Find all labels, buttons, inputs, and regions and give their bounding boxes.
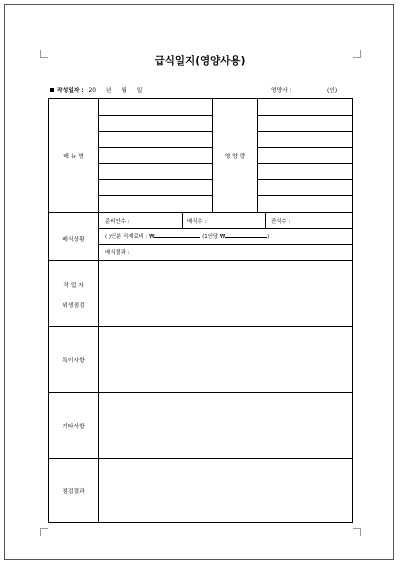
meal-log-table [48, 98, 353, 523]
per-person-label: (1인당 ₩ [202, 234, 226, 240]
meal-status-line [99, 244, 352, 245]
meal-status-divider [182, 213, 183, 228]
menu-line [99, 195, 212, 196]
crop-mark-bottom-left [40, 528, 48, 536]
food-cost-input[interactable] [154, 233, 200, 238]
per-person-suffix: ) [267, 234, 270, 240]
meal-result-field[interactable]: 배식결과 : [105, 250, 130, 256]
menu-line [99, 131, 212, 132]
food-cost-prefix: ( )인분 식재료비 : ₩ [105, 234, 155, 240]
nutrition-line [258, 115, 352, 116]
nutrition-line [258, 195, 352, 196]
meal-status-divider [265, 213, 266, 228]
date-text[interactable]: 20 년 월 일 [88, 88, 143, 94]
menu-line [99, 163, 212, 164]
dietitian-field [271, 85, 292, 94]
menu-label: 메 뉴 명 [63, 154, 84, 160]
special-notes-label: 특이사항 [62, 358, 85, 364]
per-person-input[interactable] [225, 233, 270, 240]
other-notes-label: 기타사항 [62, 424, 85, 430]
bullet-square-icon [50, 88, 54, 92]
check-result-label: 점검결과 [62, 489, 85, 495]
section-divider [49, 212, 352, 213]
menu-line [99, 115, 212, 116]
author-label: 작성일자 : [57, 88, 84, 94]
section-divider [49, 458, 352, 459]
nutrition-line [258, 131, 352, 132]
meal-status-line [99, 228, 352, 229]
menu-line [99, 179, 212, 180]
leftover-count-field[interactable]: 잔식수 : [271, 219, 291, 225]
nutrition-label: 영 양 량 [224, 154, 246, 160]
dietitian-label: 영양사 : [271, 88, 292, 94]
section-divider [49, 326, 352, 327]
food-cost-field[interactable] [105, 232, 269, 240]
nutrition-line [258, 147, 352, 148]
hygiene-label-line1: 작 업 자 [63, 283, 84, 289]
menu-line [99, 147, 212, 148]
crop-mark-bottom-right [353, 528, 361, 536]
section-divider [49, 392, 352, 393]
nutrition-line [258, 163, 352, 164]
seal-label: (인) [327, 88, 338, 94]
section-divider [49, 260, 352, 261]
meal-status-label: 배식상황 [62, 237, 85, 243]
nutrition-line [258, 179, 352, 180]
page-title: 급식일지(영양사용) [154, 55, 246, 67]
hygiene-label-line2: 위생점검 [62, 303, 85, 309]
served-count-field[interactable]: 배식수 : [187, 219, 207, 225]
author-date-field [50, 85, 142, 94]
prepared-count-field[interactable]: 준비인수 : [105, 219, 130, 225]
